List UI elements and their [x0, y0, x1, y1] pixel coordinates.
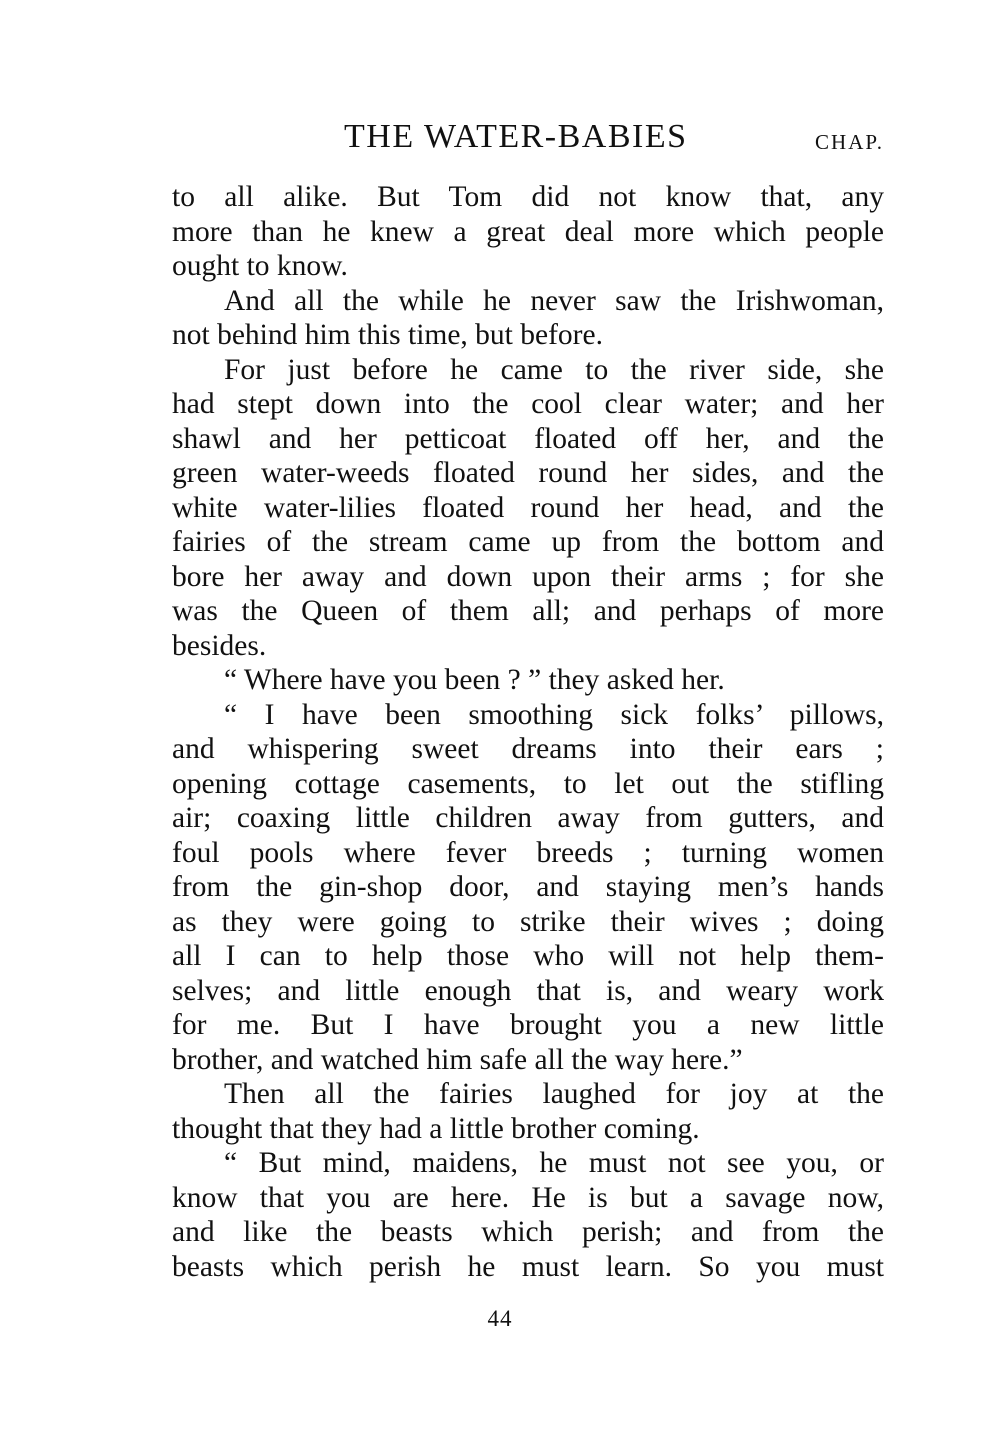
text-line: more than he knew a great deal more which people — [172, 215, 884, 248]
text-line: shawl and her petticoat floated off her, and the — [172, 422, 884, 455]
book-title: THE WATER-BABIES — [344, 118, 688, 155]
text-line: all I can to help those who will not help them- — [172, 940, 884, 972]
text-line: foul pools where fever breeds ; turning women — [172, 836, 884, 869]
text-line: had stept down into the cool clear water; and her — [172, 388, 884, 420]
text-line: know that you are here. He is but a savage now, — [172, 1181, 884, 1214]
text-line: ought to know. — [172, 250, 348, 282]
body-text — [172, 180, 884, 1284]
text-line: brother, and watched him safe all the way here.” — [172, 1043, 743, 1076]
text-line: “ I have been smoothing sick folks’ pillows, — [224, 698, 884, 731]
text-line: white water-lilies floated round her head, and the — [172, 491, 884, 524]
page-number: 44 — [487, 1306, 513, 1331]
text-line: fairies of the stream came up from the bottom and — [172, 526, 884, 558]
text-line: and whispering sweet dreams into their ears ; — [172, 733, 884, 765]
running-head — [172, 118, 884, 162]
text-line: opening cottage casements, to let out the stifling — [172, 767, 884, 800]
text-line: For just before he came to the river side, she — [224, 353, 884, 386]
text-line: selves; and little enough that is, and weary work — [172, 974, 884, 1007]
text-line: Then all the fairies laughed for joy at the — [224, 1078, 884, 1110]
text-line: “ Where have you been ? ” they asked her. — [224, 664, 725, 696]
text-line: besides. — [172, 629, 267, 662]
text-line: bore her away and down upon their arms ; for she — [172, 560, 884, 593]
text-line: from the gin-shop door, and staying men’s hands — [172, 871, 884, 903]
text-line: not behind him this time, but before. — [172, 319, 603, 351]
text-line: “ But mind, maidens, he must not see you, or — [224, 1147, 884, 1179]
text-line: to all alike. But Tom did not know that, any — [172, 181, 884, 213]
text-line: for me. But I have brought you a new little — [172, 1009, 884, 1041]
text-line: was the Queen of them all; and perhaps of more — [172, 595, 884, 627]
chapter-label: CHAP. — [815, 130, 884, 154]
text-line: And all the while he never saw the Irishwoman, — [224, 284, 884, 317]
text-line: air; coaxing little children away from gutters, and — [172, 802, 884, 834]
text-line: and like the beasts which perish; and from the — [172, 1216, 884, 1248]
text-line: green water-weeds floated round her sides, and the — [172, 457, 884, 489]
text-line: thought that they had a little brother coming. — [172, 1112, 700, 1145]
text-line: beasts which perish he must learn. So you must — [172, 1250, 884, 1283]
text-line: as they were going to strike their wives ; doing — [172, 905, 884, 938]
